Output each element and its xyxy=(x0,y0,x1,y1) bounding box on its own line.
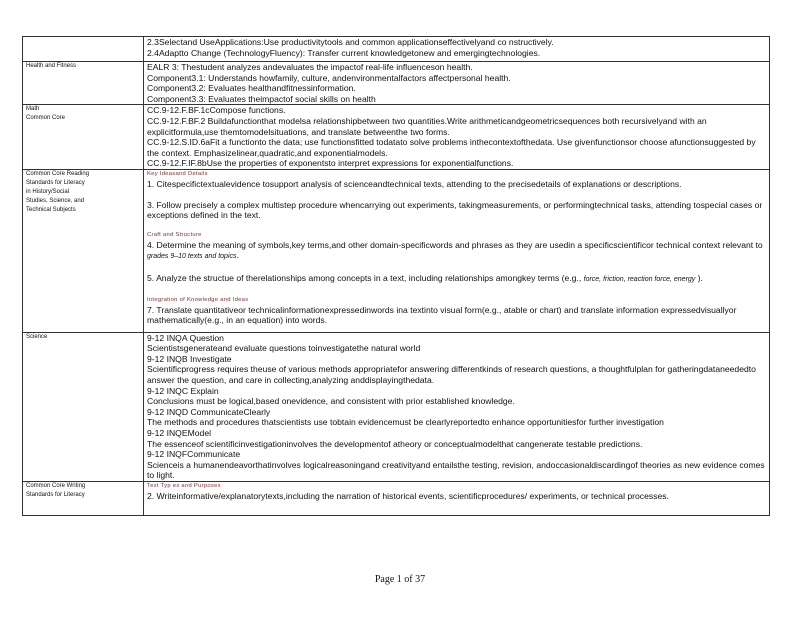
standard-line xyxy=(147,240,766,263)
standard-line xyxy=(147,273,766,286)
standard-line: Scienceis a humanendeavorthatinvolves logicalreasoningand creativityand entailsthe testing, revision, andoccasionaldiscardingof theories as new evidence comes to light. xyxy=(147,459,765,481)
standard-line: 2. Writeinformative/explanatorytexts,including the narration of historical events, scientificprocedures/ experiments, or technical processes. xyxy=(147,491,669,501)
standards-cell xyxy=(144,62,770,105)
subject-cell xyxy=(23,62,144,105)
page-number: 1 xyxy=(396,574,402,585)
standards-table xyxy=(22,36,770,516)
subject-label: Science xyxy=(26,333,48,340)
subject-cell xyxy=(23,169,144,332)
standard-line: Component3.3: Evaluates theimpactof social skills on health xyxy=(147,93,376,104)
standard-line: 3. Follow precisely a complex multistep procedure whencarrying out experiments, takingmeasurements, or performingtechnical tasks, attending tospecial cases or exceptions defined in the text. xyxy=(147,199,763,221)
table-row xyxy=(23,169,770,332)
subject-label: Common Core xyxy=(26,115,66,122)
emphasis-text: grades 9–10 texts and topics xyxy=(147,253,237,261)
standard-line: 1. Citespecifictextualevidence tosupport analysis of scienceandtechnical texts, attending to the precisedetails of explanations or descriptions. xyxy=(147,178,682,189)
standard-line: 9-12 INQD CommunicateClearly xyxy=(147,406,271,417)
subject-label: Standards for Literacy xyxy=(26,179,85,186)
subject-label: Studies, Science, and xyxy=(26,197,85,204)
of-label: of xyxy=(404,574,413,585)
standard-text: . xyxy=(236,250,239,261)
standards-cell xyxy=(144,37,770,62)
standard-text: 5. Analyze the structue of therelationships among concepts in a text, including relationships amongkey terms (e.g., xyxy=(147,272,582,283)
standard-line: CC.9-12.F.BF.2 Buildafunctionthat modelsa relationshipbetween two quantities.Write arithmeticandgeometricsequences both recursivelyand with an explicitformula,use themtomodelsituations, and translate betweenthe two forms. xyxy=(147,115,707,137)
standard-line: Scientificprogress requires theuse of various methods appropriatefor answering differentkinds of research questions, a thoughtfulplan for gatheringdataneededto answer the question, and care in collecting,analyzing anddisplayingthedata. xyxy=(147,364,756,386)
subject-label: Common Core Writing xyxy=(26,483,86,489)
subject-cell xyxy=(23,332,144,481)
standard-line: 9-12 INQB Investigate xyxy=(147,353,232,364)
standards-cell xyxy=(144,332,770,481)
page-label: Page xyxy=(374,574,395,585)
page-footer xyxy=(0,574,800,585)
standard-line: EALR 3: Thestudent analyzes andevaluates the impactof real-life influenceson health. xyxy=(147,62,473,72)
section-heading: Integration of Knowledge and Ideas xyxy=(147,296,249,303)
standard-text: 4. Determine the meaning of symbols,key terms,and other domain-specificwords and phrases as they are usedin a specificscientificor technical context relevant to xyxy=(147,239,763,250)
standard-line: 9-12 INQFCommunicate xyxy=(147,449,241,460)
standard-text: ). xyxy=(697,272,703,283)
subject-label: Math xyxy=(26,106,40,113)
subject-label: in History/Social xyxy=(26,188,70,195)
page-total: 37 xyxy=(415,574,426,585)
subject-label: Standards for Literacy xyxy=(26,492,85,498)
table-row xyxy=(23,62,770,105)
standard-line: Conclusions must be logical,based onevidence, and consistent with prior established knowledge. xyxy=(147,396,515,407)
standards-cell xyxy=(144,169,770,332)
standard-line: Scientistsgenerateand evaluate questions toinvestigatethe natural world xyxy=(147,343,421,354)
table-row xyxy=(23,332,770,481)
standards-cell xyxy=(144,482,770,516)
standard-line: 9-12 INQA Question xyxy=(147,332,224,343)
standard-line: Component3.2: Evaluates healthandfitnessinformation. xyxy=(147,83,356,94)
standard-line: CC.9-12.F.BF.1cCompose functions. xyxy=(147,105,286,116)
table-row xyxy=(23,37,770,62)
subject-cell xyxy=(23,482,144,516)
subject-cell xyxy=(23,105,144,170)
standard-line: 9-12 INQC Explain xyxy=(147,385,219,396)
standard-line: The essenceof scientificinvestigationinvolves the developmentof atheory or conceptualmodelthat cangenerate testable predictions. xyxy=(147,438,643,449)
standard-line: 2.4Adaptto Change (TechnologyFluency): Transfer current knowledgetonew and emergingtechnologies. xyxy=(147,47,541,58)
subject-label: Technical Subjects xyxy=(26,206,76,213)
subject-label: Common Core Reading xyxy=(26,170,90,177)
section-heading: Craft and Structure xyxy=(147,231,202,238)
standards-cell xyxy=(144,105,770,170)
standard-line: Component3.1: Understands howfamily, culture, andenvironmentalfactors affectpersonal health. xyxy=(147,72,511,83)
table-row xyxy=(23,482,770,516)
emphasis-text: force, friction, reaction force, energy xyxy=(583,275,696,283)
standard-line: 9-12 INQEModel xyxy=(147,428,212,439)
standard-line: 2.3Selectand UseApplications:Use productivitytools and common applicationseffectivelyand co nstructively. xyxy=(147,37,554,47)
section-heading: Text Typ es and Purposes xyxy=(147,483,221,489)
standard-line: The methods and procedures thatscientists use tobtain evidencemust be clearlyreportedto enhance opportunitiesfor further investigation xyxy=(147,417,664,428)
standard-line: CC.9-12.F.IF.8bUse the properties of exponentsto interpret expressions for exponentialfunctions. xyxy=(147,158,514,169)
subject-cell xyxy=(23,37,144,62)
table-row xyxy=(23,105,770,170)
section-heading: Key Ideasand Details xyxy=(147,170,208,177)
standard-line: 7. Translate quantitativeor technicalinformationexpressedinwords ina textinto visual form(e.g., atable or chart) and translate information expressedvisuallyor mathematically(e.g., in an equation) into words. xyxy=(147,304,737,326)
standard-line: CC.9-12.S.ID.6aFit a functionto the data; use functionsfitted todatato solve problems inthecontextofthedata. Use givenfunctionsor choose afunctionsuggested by the context. Emphasizelinear,quadratic,and exponentialmodels. xyxy=(147,137,756,158)
subject-label: Health and Fitness xyxy=(26,63,77,69)
